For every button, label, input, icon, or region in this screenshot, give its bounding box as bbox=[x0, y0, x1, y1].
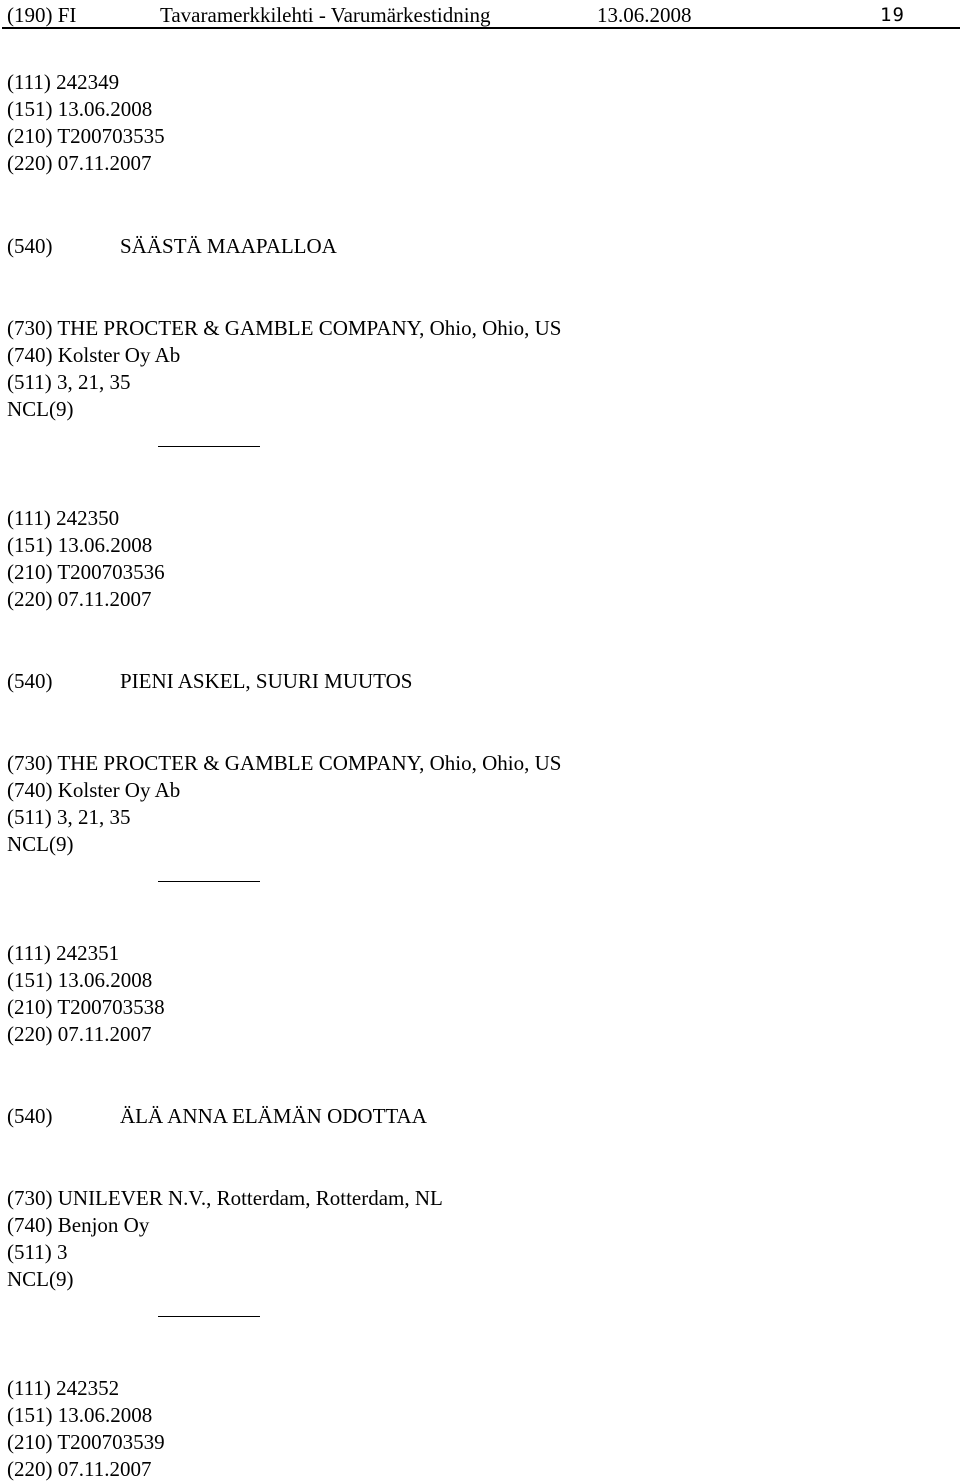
agent: (740) Kolster Oy Ab bbox=[7, 343, 181, 367]
entry-separator bbox=[158, 881, 260, 882]
classes: (511) 3, 21, 35 bbox=[7, 370, 131, 394]
page-header bbox=[0, 3, 960, 29]
application-number: (210) T200703538 bbox=[7, 995, 165, 1019]
header-rule bbox=[2, 27, 960, 29]
mark-text: SÄÄSTÄ MAAPALLOA bbox=[120, 234, 337, 258]
application-date: (220) 07.11.2007 bbox=[7, 151, 152, 175]
entry-separator bbox=[158, 1316, 260, 1317]
application-number: (210) T200703535 bbox=[7, 124, 165, 148]
classes: (511) 3 bbox=[7, 1240, 68, 1264]
registration-date: (151) 13.06.2008 bbox=[7, 533, 153, 557]
application-date: (220) 07.11.2007 bbox=[7, 1457, 152, 1481]
registration-date: (151) 13.06.2008 bbox=[7, 968, 153, 992]
ncl-edition: NCL(9) bbox=[7, 397, 74, 421]
registration-number: (111) 242350 bbox=[7, 506, 120, 530]
entry-separator bbox=[158, 446, 260, 447]
header-date: 13.06.2008 bbox=[597, 3, 692, 27]
agent: (740) Kolster Oy Ab bbox=[7, 778, 181, 802]
registration-date: (151) 13.06.2008 bbox=[7, 1403, 153, 1427]
owner: (730) THE PROCTER & GAMBLE COMPANY, Ohio, Ohio, US bbox=[7, 751, 562, 775]
application-number: (210) T200703536 bbox=[7, 560, 165, 584]
registration-number: (111) 242351 bbox=[7, 941, 120, 965]
header-publication: Tavaramerkkilehti - Varumärkestidning bbox=[160, 3, 491, 27]
ncl-edition: NCL(9) bbox=[7, 832, 74, 856]
mark-code: (540) bbox=[7, 669, 53, 693]
owner: (730) UNILEVER N.V., Rotterdam, Rotterdam, NL bbox=[7, 1186, 443, 1210]
ncl-edition: NCL(9) bbox=[7, 1267, 74, 1291]
mark-text: ÄLÄ ANNA ELÄMÄN ODOTTAA bbox=[120, 1104, 427, 1128]
mark-code: (540) bbox=[7, 234, 53, 258]
owner: (730) THE PROCTER & GAMBLE COMPANY, Ohio, Ohio, US bbox=[7, 316, 562, 340]
registration-number: (111) 242349 bbox=[7, 70, 120, 94]
header-country: (190) FI bbox=[7, 3, 77, 27]
agent: (740) Benjon Oy bbox=[7, 1213, 150, 1237]
application-date: (220) 07.11.2007 bbox=[7, 1022, 152, 1046]
header-page-number: 19 bbox=[880, 4, 905, 26]
mark-code: (540) bbox=[7, 1104, 53, 1128]
registration-date: (151) 13.06.2008 bbox=[7, 97, 153, 121]
classes: (511) 3, 21, 35 bbox=[7, 805, 131, 829]
mark-text: PIENI ASKEL, SUURI MUUTOS bbox=[120, 669, 413, 693]
application-number: (210) T200703539 bbox=[7, 1430, 165, 1454]
registration-number: (111) 242352 bbox=[7, 1376, 120, 1400]
application-date: (220) 07.11.2007 bbox=[7, 587, 152, 611]
